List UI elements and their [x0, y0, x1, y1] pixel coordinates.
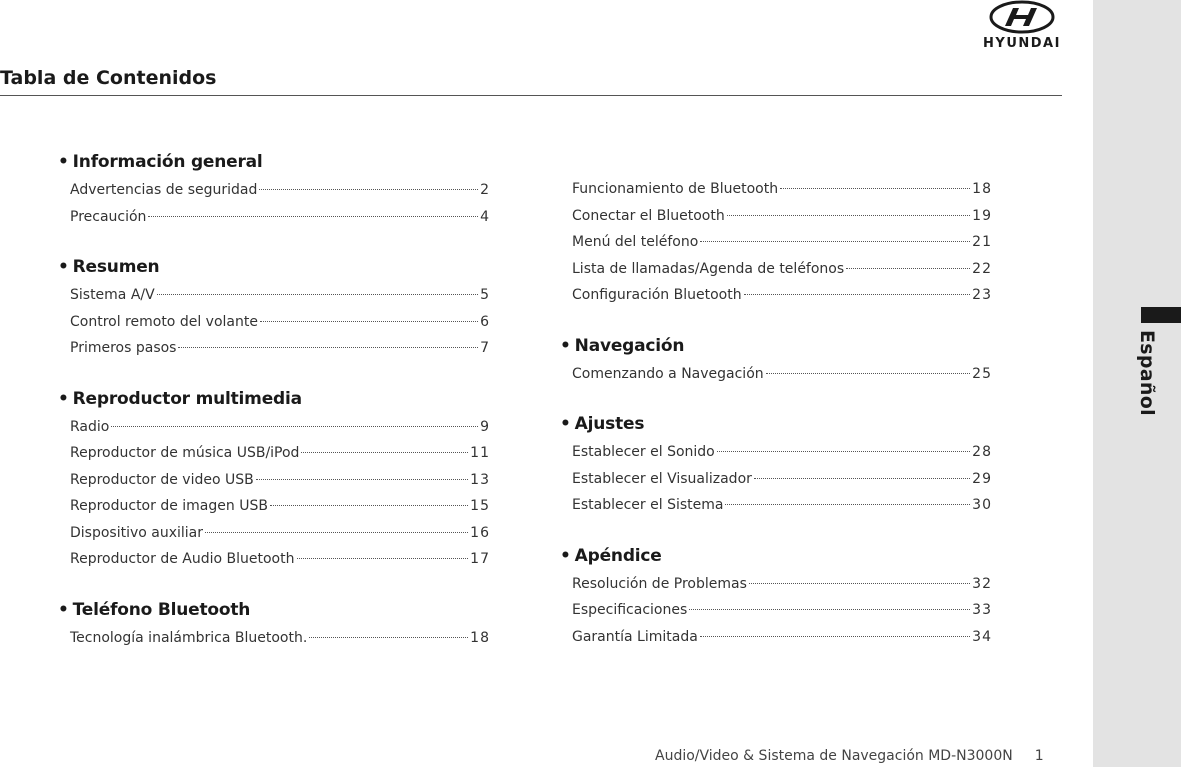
toc-entry-page: 33 [972, 602, 992, 618]
toc-entry[interactable] [572, 229, 992, 256]
toc-entry-page: 23 [972, 287, 992, 303]
toc-entry[interactable] [572, 203, 992, 230]
toc-continued-section [560, 176, 992, 309]
toc-entry-page: 34 [972, 628, 992, 645]
toc-entry[interactable] [70, 440, 490, 467]
dot-leader [700, 241, 970, 242]
toc-entry[interactable] [572, 466, 992, 493]
toc-entry-page: 9 [480, 418, 490, 435]
toc-section-title: Navegación [574, 335, 685, 356]
bullet-icon: • [58, 388, 69, 409]
toc-entry[interactable] [70, 177, 490, 204]
toc-entry-page: 25 [972, 365, 992, 382]
toc-section [58, 151, 490, 230]
toc-entry[interactable] [70, 414, 490, 441]
dot-leader [725, 504, 970, 505]
toc-entry-page: 30 [972, 497, 992, 513]
dot-leader [301, 452, 468, 453]
toc-entry-label: Establecer el Sistema [572, 497, 724, 513]
toc-entry-page: 4 [480, 208, 490, 225]
toc-entry[interactable] [70, 467, 490, 494]
dot-leader [744, 294, 971, 295]
toc-entry-label: Control remoto del volante [70, 313, 258, 330]
language-tab-marker [1141, 307, 1181, 323]
dot-leader [717, 451, 970, 452]
brand-wordmark: HYUNDAI [983, 36, 1061, 51]
toc-entry-label: Dispositivo auxiliar [70, 524, 204, 541]
toc-entry-label: Lista de llamadas/Agenda de teléfonos [572, 260, 845, 277]
dot-leader [111, 426, 478, 427]
toc-entry-page: 19 [972, 207, 992, 224]
toc-section-title: Información general [72, 152, 263, 172]
toc-entry-label: Reproductor de video USB [70, 471, 254, 488]
toc-entry-page: 15 [470, 498, 490, 514]
bullet-icon: • [560, 335, 571, 356]
toc-entry[interactable] [572, 439, 992, 466]
toc-entry-page: 28 [972, 444, 992, 460]
toc-entry[interactable] [572, 624, 992, 651]
toc-entry-page: 22 [972, 260, 992, 277]
toc-section-title: Resumen [72, 257, 160, 277]
toc-section-heading[interactable] [58, 151, 490, 173]
toc-entry-label: Establecer el Sonido [572, 444, 715, 460]
toc-entry-label: Funcionamiento de Bluetooth [572, 181, 779, 197]
toc-section-heading[interactable] [58, 599, 490, 621]
toc-entry[interactable] [70, 520, 490, 547]
dot-leader [700, 636, 970, 637]
toc-entry-label: Sistema A/V [70, 287, 155, 303]
toc-entry-page: 18 [470, 629, 490, 646]
toc-entry-page: 17 [470, 551, 490, 567]
toc-section [58, 256, 490, 362]
toc-section-title: Reproductor multimedia [72, 388, 302, 409]
toc-entry-label: Precaución [70, 208, 147, 225]
dot-leader [205, 532, 468, 533]
toc-entry-label: Reproductor de imagen USB [70, 498, 268, 514]
dot-leader [727, 215, 970, 216]
toc-entry-label: Reproductor de Audio Bluetooth [70, 551, 295, 567]
toc-entry-page: 2 [480, 182, 490, 198]
toc-entry-page: 11 [470, 445, 490, 461]
toc-entry-page: 16 [470, 524, 490, 541]
dot-leader [260, 321, 478, 322]
dot-leader [754, 478, 970, 479]
toc-entry-page: 5 [480, 287, 490, 303]
bullet-icon: • [560, 414, 571, 434]
dot-leader [780, 188, 970, 189]
toc-entry[interactable] [572, 176, 992, 203]
toc-entry-page: 32 [972, 575, 992, 592]
toc-entry-page: 13 [470, 471, 490, 488]
toc-entry[interactable] [70, 335, 490, 362]
toc-entry[interactable] [572, 282, 992, 309]
toc-section-heading[interactable] [58, 256, 490, 278]
toc-entry[interactable] [572, 492, 992, 519]
bullet-icon: • [58, 257, 69, 277]
toc-entry-label: Radio [70, 418, 110, 435]
language-label: Español [1136, 330, 1158, 416]
manual-title: Audio/Video & Sistema de Navegación MD-N3000N [655, 748, 1013, 764]
dot-leader [256, 479, 468, 480]
language-sidebar [1093, 0, 1181, 767]
toc-entry[interactable] [70, 309, 490, 336]
toc-section [560, 413, 992, 519]
toc-section-heading[interactable] [560, 545, 992, 567]
brand-logo [978, 0, 1066, 56]
toc-entry-label: Conectar el Bluetooth [572, 207, 725, 224]
toc-section-title: Apéndice [574, 545, 662, 566]
toc-entry[interactable] [572, 361, 992, 388]
toc-entry-label: Resolución de Problemas [572, 575, 747, 592]
dot-leader [148, 216, 478, 217]
toc-entry-page: 29 [972, 470, 992, 487]
dot-leader [157, 294, 478, 295]
toc-left-column [58, 151, 490, 677]
toc-section-heading[interactable] [560, 335, 992, 357]
toc-entry-label: Comenzando a Navegación [572, 365, 764, 382]
bullet-icon: • [58, 152, 69, 172]
toc-section-heading[interactable] [58, 388, 490, 410]
toc-entry[interactable] [70, 493, 490, 520]
toc-entry[interactable] [572, 571, 992, 598]
toc-entry-page: 6 [480, 313, 490, 330]
dot-leader [178, 347, 478, 348]
toc-entry[interactable] [70, 204, 490, 231]
toc-entry-label: Establecer el Visualizador [572, 470, 752, 487]
dot-leader [766, 373, 971, 374]
page-footer [655, 748, 1044, 764]
toc-entry-page: 7 [480, 340, 490, 356]
toc-entry-label: Tecnología inalámbrica Bluetooth. [70, 629, 308, 646]
toc-entry-page: 21 [972, 234, 992, 250]
toc-entry-label: Reproductor de música USB/iPod [70, 445, 300, 461]
toc-section-title: Ajustes [574, 414, 645, 434]
toc-right-column [560, 176, 992, 676]
toc-section [58, 388, 490, 573]
bullet-icon: • [58, 599, 69, 620]
toc-section [58, 599, 490, 652]
page-number: 1 [1034, 748, 1044, 764]
toc-section [560, 335, 992, 388]
toc-entry[interactable] [70, 282, 490, 309]
dot-leader [259, 189, 478, 190]
dot-leader [846, 268, 970, 269]
dot-leader [689, 609, 970, 610]
toc-entry-label: Garantía Limitada [572, 628, 698, 645]
toc-section-heading[interactable] [560, 413, 992, 435]
page-title: Tabla de Contenidos [0, 67, 217, 89]
toc-entry-page: 18 [972, 181, 992, 197]
hyundai-emblem-icon [989, 0, 1055, 34]
toc-entry[interactable] [572, 597, 992, 624]
dot-leader [309, 637, 468, 638]
toc-section-title: Teléfono Bluetooth [72, 599, 251, 620]
toc-entry-label: Menú del teléfono [572, 234, 699, 250]
dot-leader [749, 583, 970, 584]
toc-entry[interactable] [572, 256, 992, 283]
toc-entry[interactable] [70, 625, 490, 652]
toc-entry-label: Primeros pasos [70, 340, 177, 356]
toc-entry-label: Configuración Bluetooth [572, 287, 742, 303]
bullet-icon: • [560, 545, 571, 566]
dot-leader [297, 558, 469, 559]
toc-entry-label: Especificaciones [572, 602, 688, 618]
toc-section [560, 545, 992, 651]
toc-entry[interactable] [70, 546, 490, 573]
title-divider [0, 95, 1062, 96]
dot-leader [270, 505, 468, 506]
toc-entry-label: Advertencias de seguridad [70, 182, 258, 198]
